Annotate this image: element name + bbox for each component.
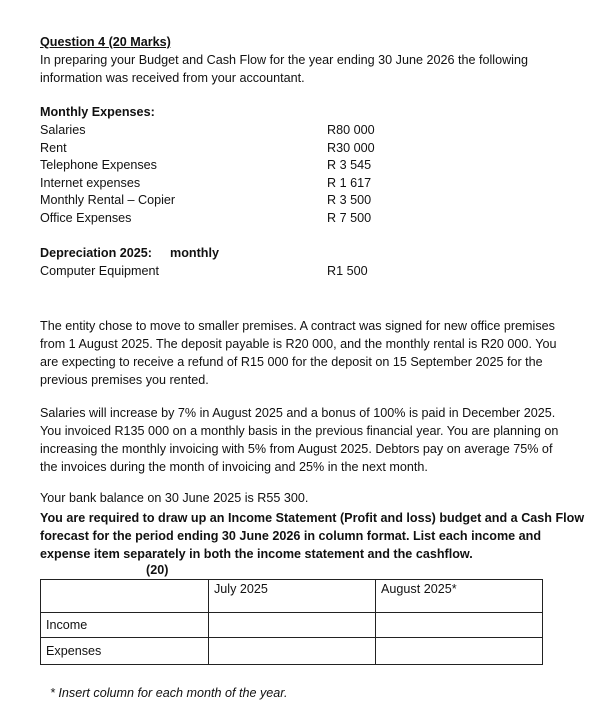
depreciation-value: R1 500 bbox=[327, 264, 368, 278]
expense-label: Internet expenses bbox=[40, 175, 141, 190]
required-line: expense item separately in both the income statement and the cashflow. bbox=[40, 547, 473, 561]
depreciation-heading: Depreciation 2025: bbox=[40, 246, 152, 260]
expense-label: Telephone Expenses bbox=[40, 158, 157, 173]
table-row bbox=[41, 613, 543, 638]
table-cell bbox=[209, 613, 376, 638]
row-label: Expenses bbox=[41, 638, 209, 665]
intro-line: information was received from your accountant. bbox=[40, 71, 305, 85]
table-cell bbox=[376, 638, 543, 665]
table-cell bbox=[376, 613, 543, 638]
paragraph-line: previous premises you rented. bbox=[40, 373, 209, 387]
intro-line: In preparing your Budget and Cash Flow for the year ending 30 June 2026 the following bbox=[40, 53, 528, 67]
paragraph-line: You invoiced R135 000 on a monthly basis in the previous financial year. You are planning on bbox=[40, 424, 559, 438]
table-row bbox=[41, 638, 543, 665]
paragraph-line: increasing the monthly invoicing with 5% from August 2025. Debtors pay on average 75% of bbox=[40, 442, 553, 456]
expense-value: R30 000 bbox=[327, 140, 375, 155]
expense-label: Salaries bbox=[40, 123, 86, 137]
required-line: forecast for the period ending 30 June 2026 in column format. List each income and bbox=[40, 529, 542, 543]
expense-value: R80 000 bbox=[327, 123, 375, 137]
row-label: Income bbox=[41, 613, 209, 638]
intro-paragraph bbox=[40, 51, 596, 87]
paragraph-line: the invoices during the month of invoicing and 25% in the next month. bbox=[40, 460, 428, 474]
premises-paragraph bbox=[40, 317, 596, 389]
depreciation-period: monthly bbox=[170, 246, 219, 260]
question-title: Question 4 (20 Marks) bbox=[40, 35, 171, 49]
paragraph-line: The entity chose to move to smaller premises. A contract was signed for new office premises bbox=[40, 319, 555, 333]
expense-value-column bbox=[327, 122, 375, 228]
bank-balance-text: Your bank balance on 30 June 2025 is R55 300. bbox=[40, 491, 309, 505]
expense-value: R 7 500 bbox=[327, 210, 372, 225]
monthly-expenses-heading: Monthly Expenses: bbox=[40, 105, 155, 119]
table-header-row bbox=[41, 580, 543, 613]
depreciation-label: Computer Equipment bbox=[40, 264, 160, 278]
budget-table bbox=[40, 579, 543, 665]
expense-label-column bbox=[40, 122, 175, 228]
expense-value: R 3 545 bbox=[327, 158, 372, 173]
table-header-cell: July 2025 bbox=[209, 580, 376, 613]
salaries-paragraph bbox=[40, 404, 596, 476]
marks-label: (20) bbox=[146, 563, 169, 577]
required-line: You are required to draw up an Income Statement (Profit and loss) budget and a Cash Flow bbox=[40, 511, 585, 525]
paragraph-line: from 1 August 2025. The deposit payable is R20 000, and the monthly rental is R20 000. You bbox=[40, 337, 557, 351]
paragraph-line: Salaries will increase by 7% in August 2025 and a bonus of 100% is paid in December 2025. bbox=[40, 406, 556, 420]
expense-value: R 1 617 bbox=[327, 175, 372, 190]
expense-value: R 3 500 bbox=[327, 193, 372, 208]
expense-label: Rent bbox=[40, 140, 67, 155]
paragraph-line: are expecting to receive a refund of R15 000 for the deposit on 15 September 2025 for the bbox=[40, 355, 543, 369]
table-cell bbox=[209, 638, 376, 665]
table-header-cell bbox=[41, 580, 209, 613]
required-paragraph bbox=[40, 509, 596, 563]
expense-label: Monthly Rental – Copier bbox=[40, 193, 176, 208]
table-header-cell: August 2025* bbox=[376, 580, 543, 613]
expense-label: Office Expenses bbox=[40, 210, 132, 225]
footnote: * Insert column for each month of the year. bbox=[50, 686, 288, 700]
